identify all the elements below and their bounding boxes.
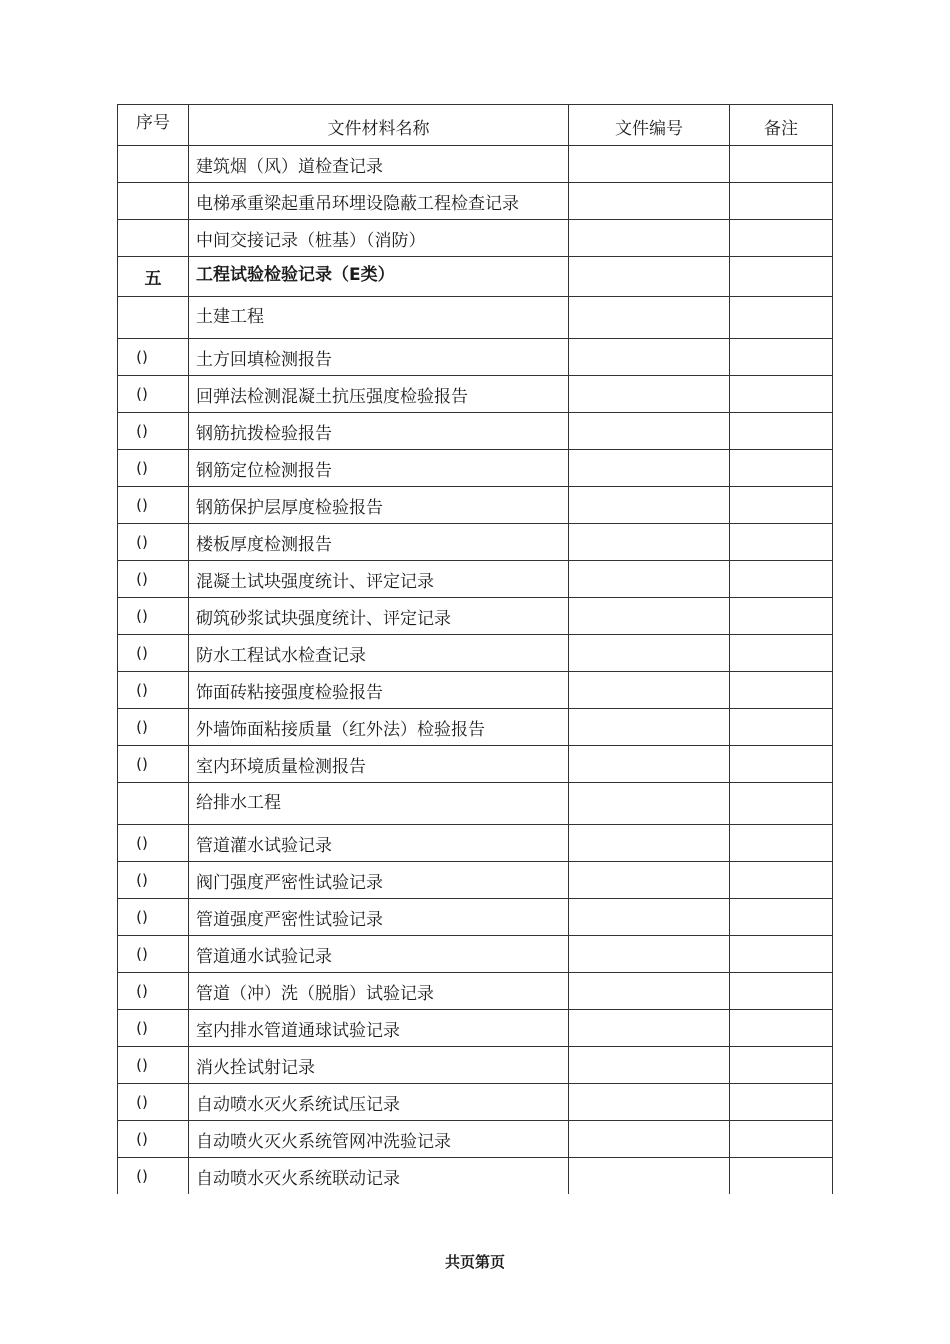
table-row — [118, 376, 833, 413]
cell-number — [569, 709, 730, 746]
cell-seq: () — [118, 487, 189, 524]
cell-remark — [730, 450, 833, 487]
cell-name: 外墙饰面粘接质量（红外法）检验报告 — [189, 709, 569, 746]
table-row — [118, 1121, 833, 1158]
cell-name: 自动喷水灭火系统试压记录 — [189, 1084, 569, 1121]
cell-number — [569, 146, 730, 183]
cell-seq — [118, 783, 189, 825]
cell-seq: () — [118, 413, 189, 450]
cell-number — [569, 524, 730, 561]
cell-number — [569, 561, 730, 598]
document-table — [117, 104, 833, 1194]
cell-seq: () — [118, 1047, 189, 1084]
table-row — [118, 524, 833, 561]
cell-seq — [118, 220, 189, 257]
cell-name: 管道（冲）洗（脱脂）试验记录 — [189, 973, 569, 1010]
cell-seq: () — [118, 825, 189, 862]
cell-seq: () — [118, 746, 189, 783]
table-row — [118, 1010, 833, 1047]
header-seq: 序号 — [118, 105, 189, 146]
cell-name: 钢筋定位检测报告 — [189, 450, 569, 487]
cell-seq: () — [118, 862, 189, 899]
cell-remark — [730, 561, 833, 598]
cell-remark — [730, 709, 833, 746]
cell-seq: () — [118, 1010, 189, 1047]
table-row — [118, 297, 833, 339]
cell-name: 管道强度严密性试验记录 — [189, 899, 569, 936]
table-row — [118, 825, 833, 862]
cell-remark — [730, 635, 833, 672]
cell-number — [569, 1121, 730, 1158]
cell-number — [569, 376, 730, 413]
cell-remark — [730, 220, 833, 257]
cell-seq: () — [118, 899, 189, 936]
cell-number — [569, 862, 730, 899]
cell-seq: () — [118, 450, 189, 487]
table-row — [118, 635, 833, 672]
table-row — [118, 862, 833, 899]
cell-remark — [730, 146, 833, 183]
cell-number — [569, 1047, 730, 1084]
cell-name: 钢筋保护层厚度检验报告 — [189, 487, 569, 524]
cell-name: 土方回填检测报告 — [189, 339, 569, 376]
cell-seq — [118, 183, 189, 220]
cell-remark — [730, 825, 833, 862]
cell-seq — [118, 297, 189, 339]
cell-name: 自动喷水灭火系统联动记录 — [189, 1158, 569, 1195]
cell-seq: () — [118, 339, 189, 376]
cell-remark — [730, 862, 833, 899]
cell-number — [569, 746, 730, 783]
cell-number — [569, 936, 730, 973]
table-row — [118, 598, 833, 635]
cell-name: 钢筋抗拨检验报告 — [189, 413, 569, 450]
cell-name: 消火拴试射记录 — [189, 1047, 569, 1084]
cell-number — [569, 220, 730, 257]
table-body — [118, 146, 833, 1195]
cell-seq: () — [118, 598, 189, 635]
cell-name: 室内环境质量检测报告 — [189, 746, 569, 783]
cell-number — [569, 297, 730, 339]
cell-seq: () — [118, 1158, 189, 1195]
cell-remark — [730, 1158, 833, 1195]
cell-name: 管道通水试验记录 — [189, 936, 569, 973]
table-header-row — [118, 105, 833, 146]
cell-seq: () — [118, 635, 189, 672]
cell-remark — [730, 1010, 833, 1047]
cell-remark — [730, 1121, 833, 1158]
cell-remark — [730, 973, 833, 1010]
cell-remark — [730, 376, 833, 413]
table-row — [118, 561, 833, 598]
cell-name: 防水工程试水检查记录 — [189, 635, 569, 672]
cell-name: 工程试验检验记录（E类） — [189, 257, 569, 297]
table-row — [118, 146, 833, 183]
cell-remark — [730, 257, 833, 297]
cell-seq: () — [118, 524, 189, 561]
table-row — [118, 257, 833, 297]
cell-remark — [730, 746, 833, 783]
cell-name: 中间交接记录（桩基）（消防） — [189, 220, 569, 257]
cell-remark — [730, 339, 833, 376]
cell-remark — [730, 598, 833, 635]
table-row — [118, 450, 833, 487]
table-row — [118, 1084, 833, 1121]
cell-remark — [730, 1084, 833, 1121]
table-row — [118, 709, 833, 746]
cell-seq: () — [118, 376, 189, 413]
cell-number — [569, 783, 730, 825]
cell-remark — [730, 183, 833, 220]
cell-seq: 五 — [118, 257, 189, 297]
cell-seq: () — [118, 973, 189, 1010]
cell-remark — [730, 899, 833, 936]
cell-remark — [730, 672, 833, 709]
cell-number — [569, 899, 730, 936]
cell-name: 室内排水管道通球试验记录 — [189, 1010, 569, 1047]
cell-number — [569, 1010, 730, 1047]
cell-number — [569, 598, 730, 635]
table-row — [118, 672, 833, 709]
cell-number — [569, 1158, 730, 1195]
cell-name: 回弹法检测混凝土抗压强度检验报告 — [189, 376, 569, 413]
table-row — [118, 899, 833, 936]
cell-number — [569, 487, 730, 524]
cell-seq — [118, 146, 189, 183]
page-footer: 共页第页 — [444, 1253, 505, 1271]
cell-number — [569, 1084, 730, 1121]
cell-number — [569, 183, 730, 220]
table-row — [118, 339, 833, 376]
cell-number — [569, 973, 730, 1010]
cell-number — [569, 413, 730, 450]
cell-name: 土建工程 — [189, 297, 569, 339]
cell-number — [569, 339, 730, 376]
cell-remark — [730, 487, 833, 524]
cell-remark — [730, 783, 833, 825]
cell-remark — [730, 936, 833, 973]
cell-number — [569, 635, 730, 672]
cell-name: 电梯承重梁起重吊环埋设隐蔽工程检查记录 — [189, 183, 569, 220]
cell-seq: () — [118, 709, 189, 746]
table-row — [118, 973, 833, 1010]
table-row — [118, 1047, 833, 1084]
cell-name: 阀门强度严密性试验记录 — [189, 862, 569, 899]
table-row — [118, 413, 833, 450]
cell-number — [569, 672, 730, 709]
cell-name: 混凝土试块强度统计、评定记录 — [189, 561, 569, 598]
cell-seq: () — [118, 1084, 189, 1121]
cell-seq: () — [118, 672, 189, 709]
table-row — [118, 183, 833, 220]
cell-seq: () — [118, 1121, 189, 1158]
header-number: 文件编号 — [569, 105, 730, 146]
cell-remark — [730, 1047, 833, 1084]
cell-number — [569, 825, 730, 862]
header-name: 文件材料名称 — [189, 105, 569, 146]
cell-remark — [730, 524, 833, 561]
cell-seq: () — [118, 561, 189, 598]
cell-name: 楼板厚度检测报告 — [189, 524, 569, 561]
cell-name: 自动喷火灭火系统管网冲洗验记录 — [189, 1121, 569, 1158]
cell-seq: () — [118, 936, 189, 973]
cell-name: 管道灌水试验记录 — [189, 825, 569, 862]
cell-name: 给排水工程 — [189, 783, 569, 825]
cell-remark — [730, 297, 833, 339]
cell-name: 饰面砖粘接强度检验报告 — [189, 672, 569, 709]
cell-name: 砌筑砂浆试块强度统计、评定记录 — [189, 598, 569, 635]
cell-remark — [730, 413, 833, 450]
cell-number — [569, 257, 730, 297]
cell-name: 建筑烟（风）道检查记录 — [189, 146, 569, 183]
table-row — [118, 220, 833, 257]
table-row — [118, 1158, 833, 1195]
table-row — [118, 487, 833, 524]
header-remark: 备注 — [730, 105, 833, 146]
table-row — [118, 783, 833, 825]
table-row — [118, 936, 833, 973]
cell-number — [569, 450, 730, 487]
table-row — [118, 746, 833, 783]
